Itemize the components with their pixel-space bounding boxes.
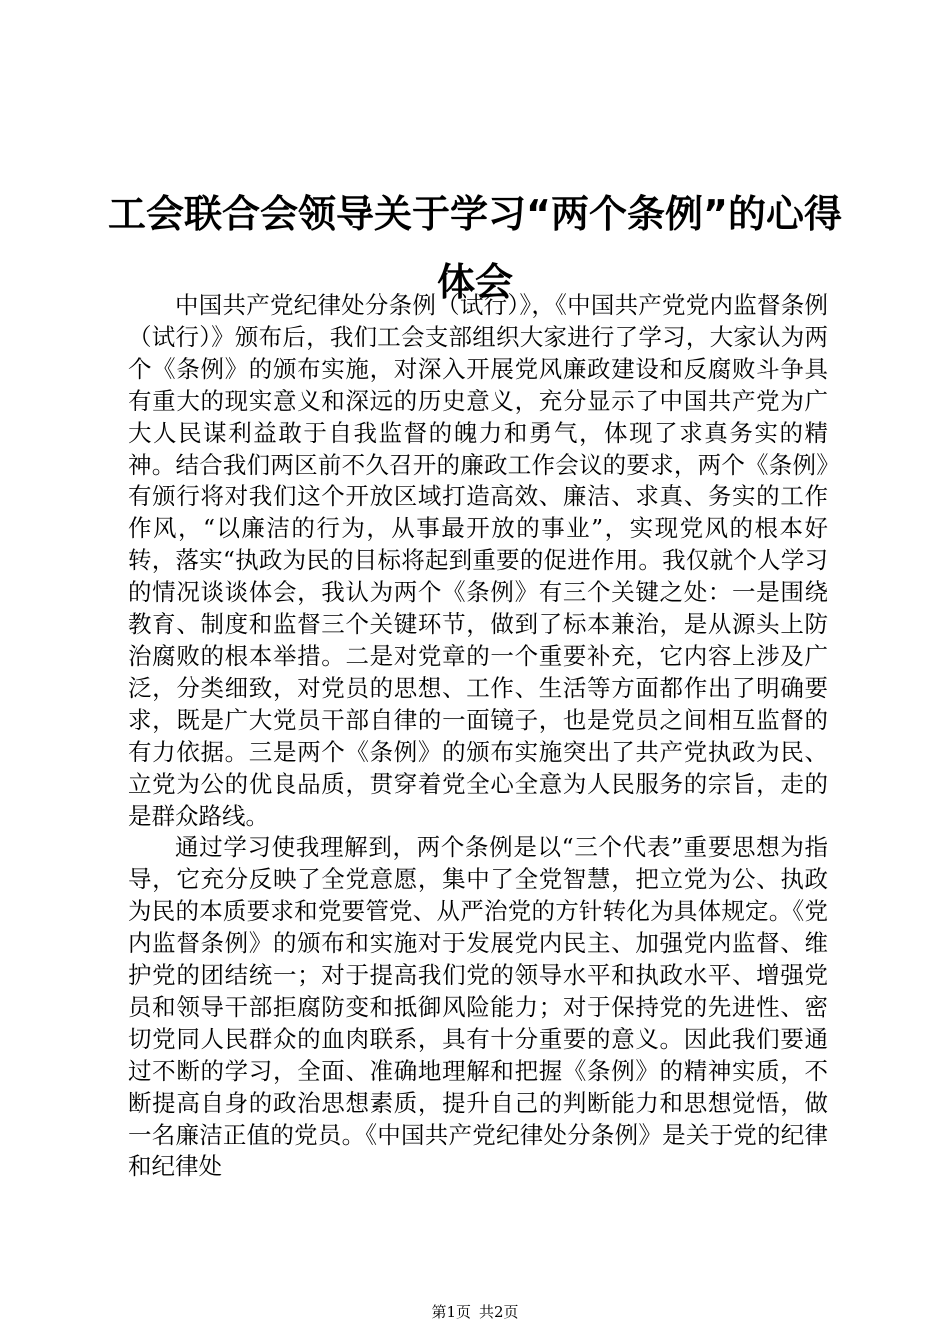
page-number: 第1页 bbox=[431, 1303, 471, 1321]
page-total: 共2页 bbox=[479, 1303, 519, 1321]
document-title: 工会联合会领导关于学习“两个条例”的心得体会 bbox=[108, 192, 842, 304]
document-body bbox=[128, 290, 828, 1183]
page-footer bbox=[0, 1302, 950, 1322]
paragraph-1: 中国共产党纪律处分条例（试行）》，《中国共产党党内监督条例（试行）》颁布后，我们工会支部组织大家进行了学习，大家认为两个《条例》的颁布实施，对深入开展党风廉政建设和反腐败斗争具有重大的现实意义和深远的历史意义，充分显示了中国共产党为广大人民谋利益敢于自我监督的魄力和勇气，体现了求真务实的精神。结合我们两区前不久召开的廉政工作会议的要求，两个《条例》有颁行将对我们这个开放区域打造高效、廉洁、求真、务实的工作作风，“以廉洁的行为，从事最开放的事业”，实现党风的根本好转，落实“执政为民的目标将起到重要的促进作用。我仅就个人学习的情况谈谈体会，我认为两个《条例》有三个关键之处：一是围绕教育、制度和监督三个关键环节，做到了标本兼治，是从源头上防治腐败的根本举措。二是对党章的一个重要补充，它内容上涉及广泛，分类细致，对党员的思想、工作、生活等方面都作出了明确要求，既是广大党员干部自律的一面镜子，也是党员之间相互监督的有力依据。三是两个《条例》的颁布实施突出了共产党执政为民、立党为公的优良品质，贯穿着党全心全意为人民服务的宗旨，走的是群众路线。 bbox=[128, 291, 828, 830]
paragraph-2: 通过学习使我理解到，两个条例是以“三个代表”重要思想为指导，它充分反映了全党意愿，集中了全党智慧，把立党为公、执政为民的本质要求和党要管党、从严治党的方针转化为具体规定。《党内监督条例》的颁布和实施对于发展党内民主、加强党内监督、维护党的团结统一；对于提高我们党的领导水平和执政水平、增强党员和领导干部拒腐防变和抵御风险能力；对于保持党的先进性、密切党同人民群众的血肉联系，具有十分重要的意义。因此我们要通过不断的学习，全面、准确地理解和把握《条例》的精神实质，不断提高自身的政治思想素质，提升自己的判断能力和思想觉悟，做一名廉洁正值的党员。《中国共产党纪律处分条例》是关于党的纪律和纪律处 bbox=[128, 833, 828, 1181]
